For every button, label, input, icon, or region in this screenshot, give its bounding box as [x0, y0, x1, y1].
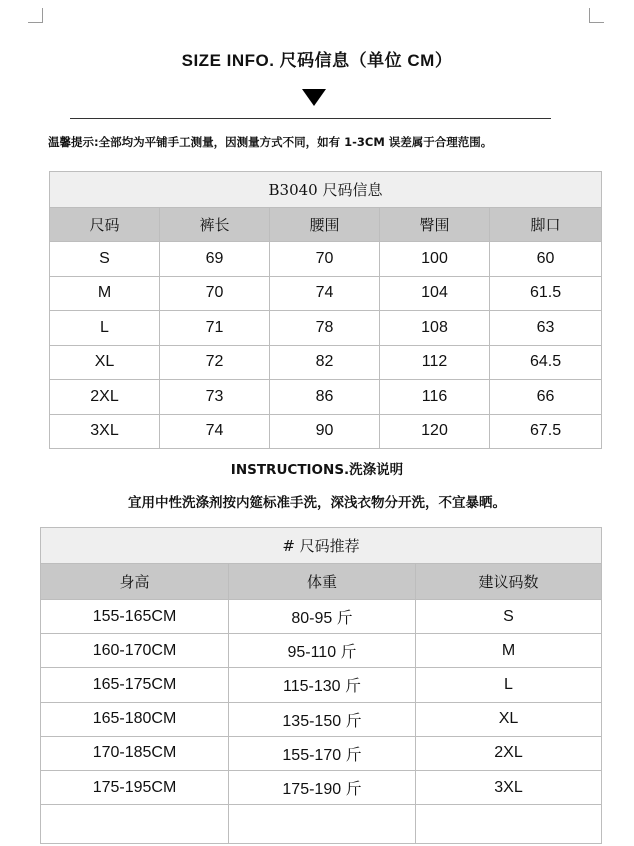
table-cell: 90 — [270, 414, 380, 449]
table-row — [41, 770, 602, 804]
column-header: 尺码 — [50, 208, 160, 242]
table-cell: M — [50, 276, 160, 311]
table-row — [50, 380, 602, 415]
table-cell: 155-165CM — [41, 600, 229, 634]
washing-instructions: 宜用中性洗涤剂按内筵标准手洗，深浅衣物分开洗，不宜暴晒。 — [128, 495, 506, 511]
table-row — [50, 242, 602, 277]
table-cell: 160-170CM — [41, 634, 229, 668]
table-cell: 155-170 斤 — [229, 736, 416, 770]
size-info-table — [49, 171, 602, 449]
table-cell: 175-190 斤 — [229, 770, 416, 804]
table-cell: 66 — [490, 380, 602, 415]
table-cell: 63 — [490, 311, 602, 346]
divider-line — [70, 118, 551, 119]
table-cell: 60 — [490, 242, 602, 277]
table-caption-row — [50, 172, 602, 208]
table-cell: 64.5 — [490, 345, 602, 380]
table-cell: 108 — [380, 311, 490, 346]
empty-cell — [41, 805, 229, 844]
table-cell: 2XL — [50, 380, 160, 415]
table-cell: 74 — [270, 276, 380, 311]
table-cell: 70 — [160, 276, 270, 311]
table-cell: 74 — [160, 414, 270, 449]
table-cell: 67.5 — [490, 414, 602, 449]
table-cell: L — [50, 311, 160, 346]
table-cell: 95-110 斤 — [229, 634, 416, 668]
table-cell: M — [416, 634, 602, 668]
column-header: 腰围 — [270, 208, 380, 242]
table-row — [41, 668, 602, 702]
table-cell: 82 — [270, 345, 380, 380]
empty-table-row — [41, 805, 602, 844]
column-header: 裤长 — [160, 208, 270, 242]
table-cell: 3XL — [416, 770, 602, 804]
table-cell: 135-150 斤 — [229, 702, 416, 736]
instructions-title: INSTRUCTIONS.洗涤说明 — [230, 462, 404, 478]
table-cell: S — [416, 600, 602, 634]
table-cell: 170-185CM — [41, 736, 229, 770]
table-row — [41, 600, 602, 634]
table-row — [50, 414, 602, 449]
table-row — [41, 634, 602, 668]
table-cell: 61.5 — [490, 276, 602, 311]
table-row — [50, 311, 602, 346]
empty-cell — [229, 805, 416, 844]
table-header-row — [50, 208, 602, 242]
size-table-caption: B3040 尺码信息 — [50, 172, 602, 208]
table-cell: 2XL — [416, 736, 602, 770]
table-cell: XL — [50, 345, 160, 380]
table-caption-row — [41, 528, 602, 564]
table-cell: 104 — [380, 276, 490, 311]
measurement-note: 温馨提示:全部均为平铺手工测量，因测量方式不同，如有 1-3CM 误差属于合理范围。 — [48, 135, 493, 149]
table-cell: 73 — [160, 380, 270, 415]
table-cell: 100 — [380, 242, 490, 277]
table-cell: 165-180CM — [41, 702, 229, 736]
table-cell: L — [416, 668, 602, 702]
table-cell: S — [50, 242, 160, 277]
table-row — [41, 736, 602, 770]
column-header: 建议码数 — [416, 564, 602, 600]
size-recommendation-table — [40, 527, 602, 844]
table-cell: 3XL — [50, 414, 160, 449]
table-row — [50, 276, 602, 311]
table-cell: 165-175CM — [41, 668, 229, 702]
table-cell: 175-195CM — [41, 770, 229, 804]
corner-mark-top-right — [589, 8, 604, 23]
table-cell: 71 — [160, 311, 270, 346]
table-cell: 116 — [380, 380, 490, 415]
empty-cell — [416, 805, 602, 844]
table-cell: 78 — [270, 311, 380, 346]
column-header: 身高 — [41, 564, 229, 600]
table-cell: 120 — [380, 414, 490, 449]
table-cell: 86 — [270, 380, 380, 415]
down-arrow-icon — [302, 89, 326, 106]
table-cell: 80-95 斤 — [229, 600, 416, 634]
table-cell: 72 — [160, 345, 270, 380]
table-cell: 70 — [270, 242, 380, 277]
table-row — [41, 702, 602, 736]
recommend-table-caption: # 尺码推荐 — [41, 528, 602, 564]
table-cell: 115-130 斤 — [229, 668, 416, 702]
column-header: 臀围 — [380, 208, 490, 242]
table-cell: 112 — [380, 345, 490, 380]
table-cell: 69 — [160, 242, 270, 277]
column-header: 体重 — [229, 564, 416, 600]
corner-mark-top-left — [28, 8, 43, 23]
column-header: 脚口 — [490, 208, 602, 242]
table-header-row — [41, 564, 602, 600]
table-row — [50, 345, 602, 380]
page-title: SIZE INFO. 尺码信息（单位 CM） — [181, 51, 453, 70]
table-cell: XL — [416, 702, 602, 736]
